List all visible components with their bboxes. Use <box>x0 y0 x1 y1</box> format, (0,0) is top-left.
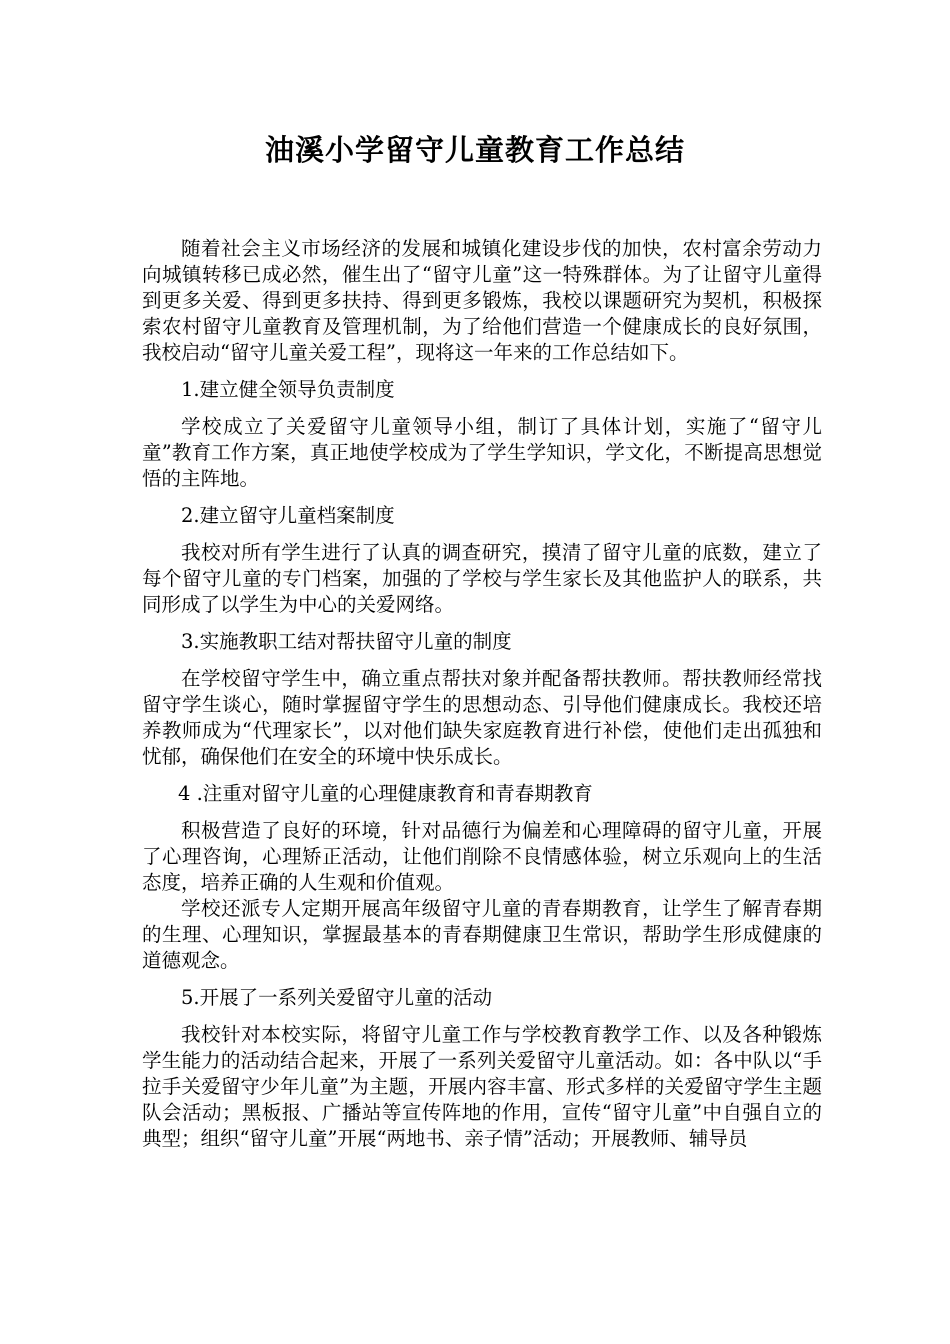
section-1-paragraph: 学校成立了关爱留守儿童领导小组，制订了具体计划，实施了“留守儿童”教育工作方案，真正地使学校成为了学生学知识，学文化，不断提高思想觉悟的主阵地。 <box>142 415 822 490</box>
section-heading-2: 2.建立留守儿童档案制度 <box>181 504 395 527</box>
section-2-paragraph: 我校对所有学生进行了认真的调查研究，摸清了留守儿童的底数，建立了每个留守儿童的专门档案，加强的了学校与学生家长及其他监护人的联系，共同形成了以学生为中心的关爱网络。 <box>142 541 822 616</box>
section-heading-5: 5.开展了一系列关爱留守儿童的活动 <box>181 986 493 1009</box>
section-3-paragraph: 在学校留守学生中，确立重点帮扶对象并配备帮扶教师。帮扶教师经常找留守学生谈心，随时掌握留守学生的思想动态、引导他们健康成长。我校还培养教师成为“代理家长”，以对他们缺失家庭教育进行补偿，使他们走出孤独和忧郁，确保他们在安全的环境中快乐成长。 <box>142 667 822 768</box>
section-5-paragraph: 我校针对本校实际，将留守儿童工作与学校教育教学工作、以及各种锻炼学生能力的活动结合起来，开展了一系列关爱留守儿童活动。如：各中队以“手拉手关爱留守少年儿童”为主题，开展内容丰富、形式多样的关爱留守学生主题队会活动；黑板报、广播站等宣传阵地的作用，宣传“留守儿童”中自强自立的典型；组织“留守儿童”开展“两地书、亲子情”活动；开展教师、辅导员 <box>142 1023 822 1150</box>
document-body <box>142 236 822 1152</box>
document-title: 油溪小学留守儿童教育工作总结 <box>264 133 685 167</box>
section-4-paragraph-1: 积极营造了良好的环境，针对品德行为偏差和心理障碍的留守儿童，开展了心理咨询，心理矫正活动，让他们削除不良情感体验，树立乐观向上的生活态度，培养正确的人生观和价值观。 <box>142 819 822 894</box>
intro-paragraph: 随着社会主义市场经济的发展和城镇化建设步伐的加快，农村富余劳动力向城镇转移已成必然，催生出了“留守儿童”这一特殊群体。为了让留守儿童得到更多关爱、得到更多扶持、得到更多锻炼，我校以课题研究为契机，积极探索农村留守儿童教育及管理机制，为了给他们营造一个健康成长的良好氛围，我校启动“留守儿童关爱工程”，现将这一年来的工作总结如下。 <box>142 237 822 364</box>
section-heading-3: 3.实施教职工结对帮扶留守儿童的制度 <box>181 630 512 653</box>
section-heading-1: 1.建立健全领导负责制度 <box>181 378 395 401</box>
section-heading-4: 4 .注重对留守儿童的心理健康教育和青春期教育 <box>178 782 593 805</box>
section-4-paragraph-2: 学校还派专人定期开展高年级留守儿童的青春期教育，让学生了解青春期的生理、心理知识，掌握最基本的青春期健康卫生常识，帮助学生形成健康的道德观念。 <box>142 897 822 972</box>
